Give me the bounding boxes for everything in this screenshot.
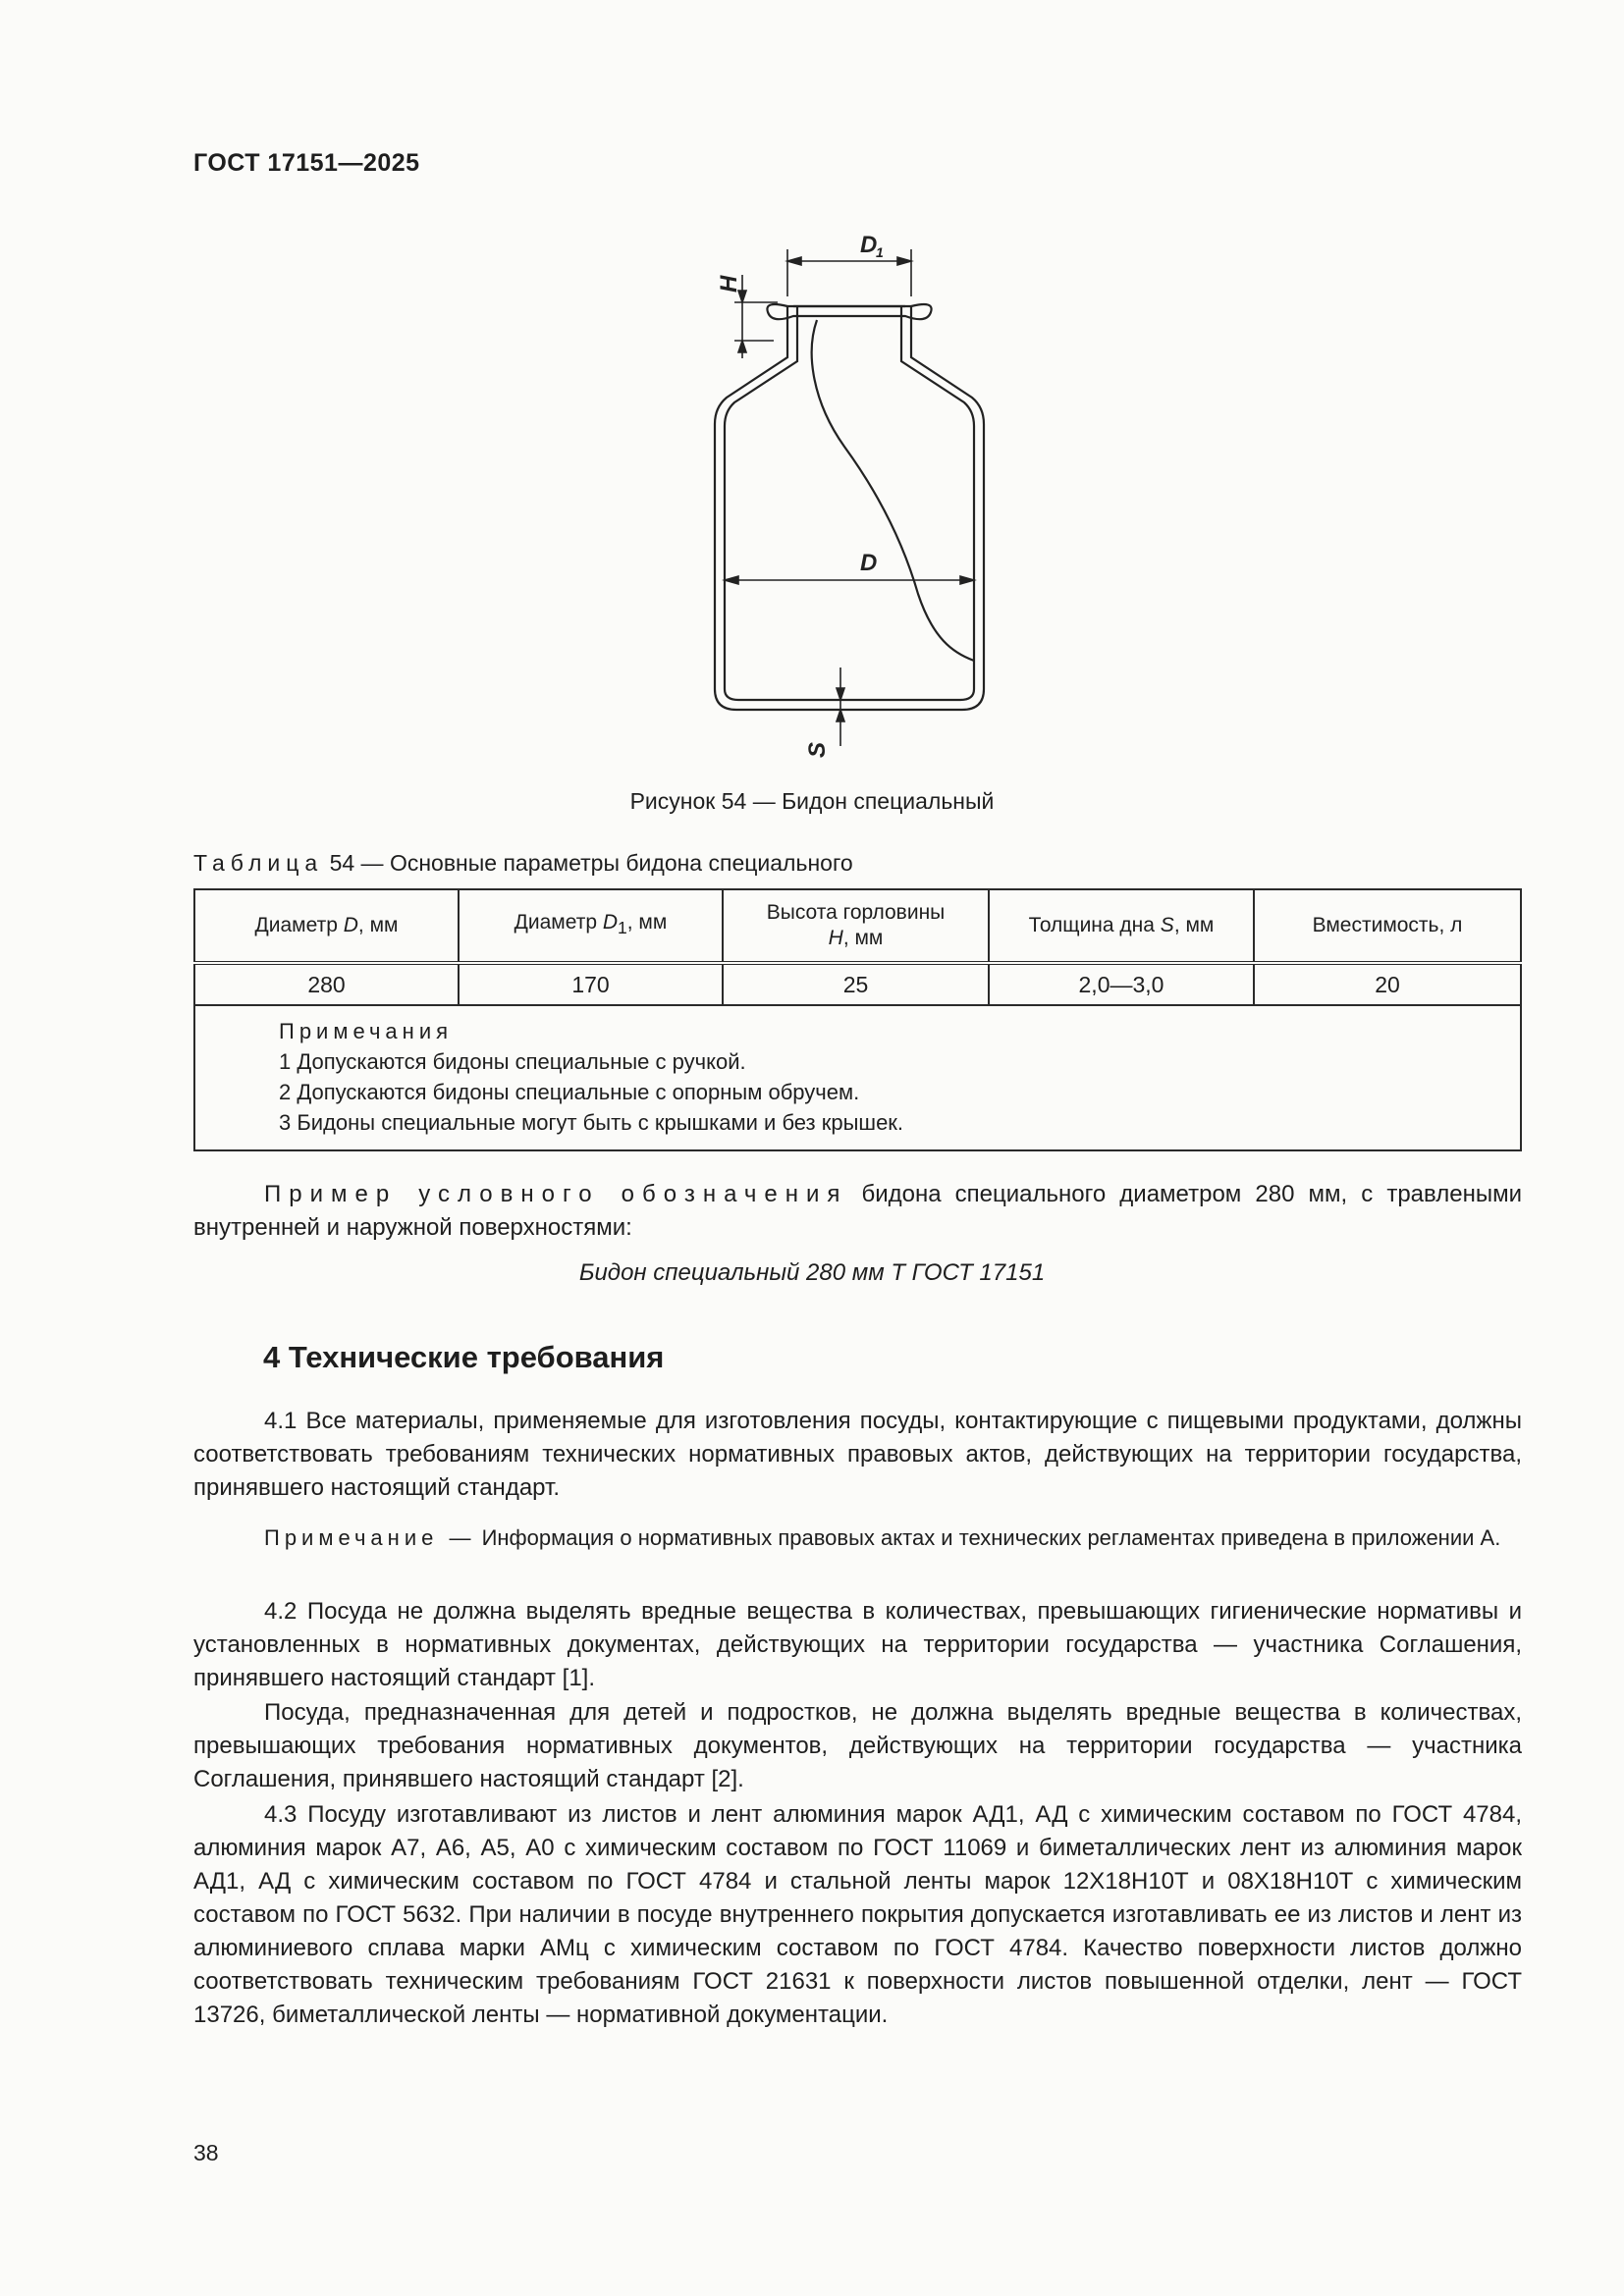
page-number: 38 [193, 2140, 219, 2165]
cell-capacity: 20 [1254, 963, 1521, 1005]
section-heading: 4 Технические требования [263, 1340, 665, 1374]
table-notes [194, 1005, 1521, 1150]
section-break-curve [812, 320, 974, 661]
note-text: Информация о нормативных правовых актах и технических регламентах приведена в приложении А. [475, 1525, 1501, 1550]
label-d1-subscript: 1 [876, 244, 884, 260]
paragraph-4-3: 4.3 Посуду изготавливают из листов и лент алюминия марок АД1, АД с химическим составом по ГОСТ 4784, алюминия марок А7, А6, А5, А0 с химическим составом по ГОСТ 11069 и биметаллических лент из алюминия марок АД1, АД с химическим составом по ГОСТ 4784 и стальной ленты марок 12Х18Н10Т и 08Х18Н10Т с химическим составом по ГОСТ 5632. При наличии в посуде внутреннего покрытия допускается изготавливать ее из листов и лент из алюминиевого сплава марки АМц с химическим составом по ГОСТ 4784. Качество поверхности листов должно соответствовать техническим требованиям ГОСТ 21631 к поверхности листов повышенной отделки, лент — ГОСТ 13726, биметаллической ленты — нормативной документации. [193, 1801, 1522, 2028]
example-designation: Бидон специальный 280 мм Т ГОСТ 17151 [578, 1259, 1046, 1286]
paragraph-4-1: 4.1 Все материалы, применяемые для изготовления посуды, контактирующие с пищевыми продуктами, должны соответствовать требованиям технических нормативных правовых актов, действующих на территории государства, принявшего настоящий стандарт. [193, 1408, 1522, 1501]
paragraph-4-2-children: Посуда, предназначенная для детей и подростков, не должна выделять вредные вещества в количествах, превышающих требования нормативных документов, действующих на территории государства — участника Соглашения, принявшего настоящий стандарт [2]. [193, 1699, 1522, 1792]
table-title-label: Таблица [193, 850, 324, 876]
label-h: H [716, 275, 742, 293]
example-text: бидона специального диаметром 280 мм, с травлеными внутренней и наружной поверхностями: [193, 1181, 1522, 1241]
table-notes-row [194, 1005, 1521, 1150]
can-inner-contour [725, 306, 974, 700]
note-label: Примечание — [264, 1525, 476, 1550]
table-header-row [194, 889, 1521, 963]
note-item: 1 Допускаются бидоны специальные с ручкой. [279, 1049, 746, 1074]
example-paragraph [193, 1178, 1522, 1245]
note-item: 2 Допускаются бидоны специальные с опорным обручем. [279, 1080, 860, 1104]
header-capacity: Вместимость, л [1254, 889, 1521, 963]
cell-diameter-d: 280 [194, 963, 459, 1005]
label-s: S [804, 741, 831, 758]
cell-neck-height: 25 [723, 963, 989, 1005]
note-item: 3 Бидоны специальные могут быть с крышками и без крышек. [279, 1110, 904, 1135]
header-diameter-d1: Диаметр $D_1$, мм [459, 889, 723, 963]
cell-diameter-d1: 170 [459, 963, 723, 1005]
header-diameter-d: Диаметр D, мм [194, 889, 459, 963]
cell-bottom-thickness: 2,0—3,0 [989, 963, 1254, 1005]
parameters-table [193, 888, 1522, 1151]
table-title [193, 850, 853, 877]
label-d: D [860, 550, 878, 576]
can-drawing [648, 236, 1060, 766]
figure-caption: Рисунок 54 — Бидон специальный [629, 788, 995, 814]
paragraph-4-2: 4.2 Посуда не должна выделять вредные вещества в количествах, превышающих гигиенические нормативы и установленных в нормативных документах, действующих на территории государства — участника Соглашения, принявшего настоящий стандарт [1]. [193, 1598, 1522, 1691]
notes-title: Примечания [279, 1019, 454, 1043]
label-d1: D [860, 236, 878, 258]
header-neck-height: Высота горловины H, мм [723, 889, 989, 963]
document-header: ГОСТ 17151—2025 [193, 149, 420, 177]
example-label: Пример условного обозначения [264, 1181, 848, 1207]
can-outer-contour [715, 306, 984, 710]
note-paragraph [193, 1522, 1522, 1553]
table-title-text: 54 — Основные параметры бидона специального [323, 850, 853, 876]
header-bottom-thickness: Толщина дна S, мм [989, 889, 1254, 963]
table-row [194, 963, 1521, 1005]
